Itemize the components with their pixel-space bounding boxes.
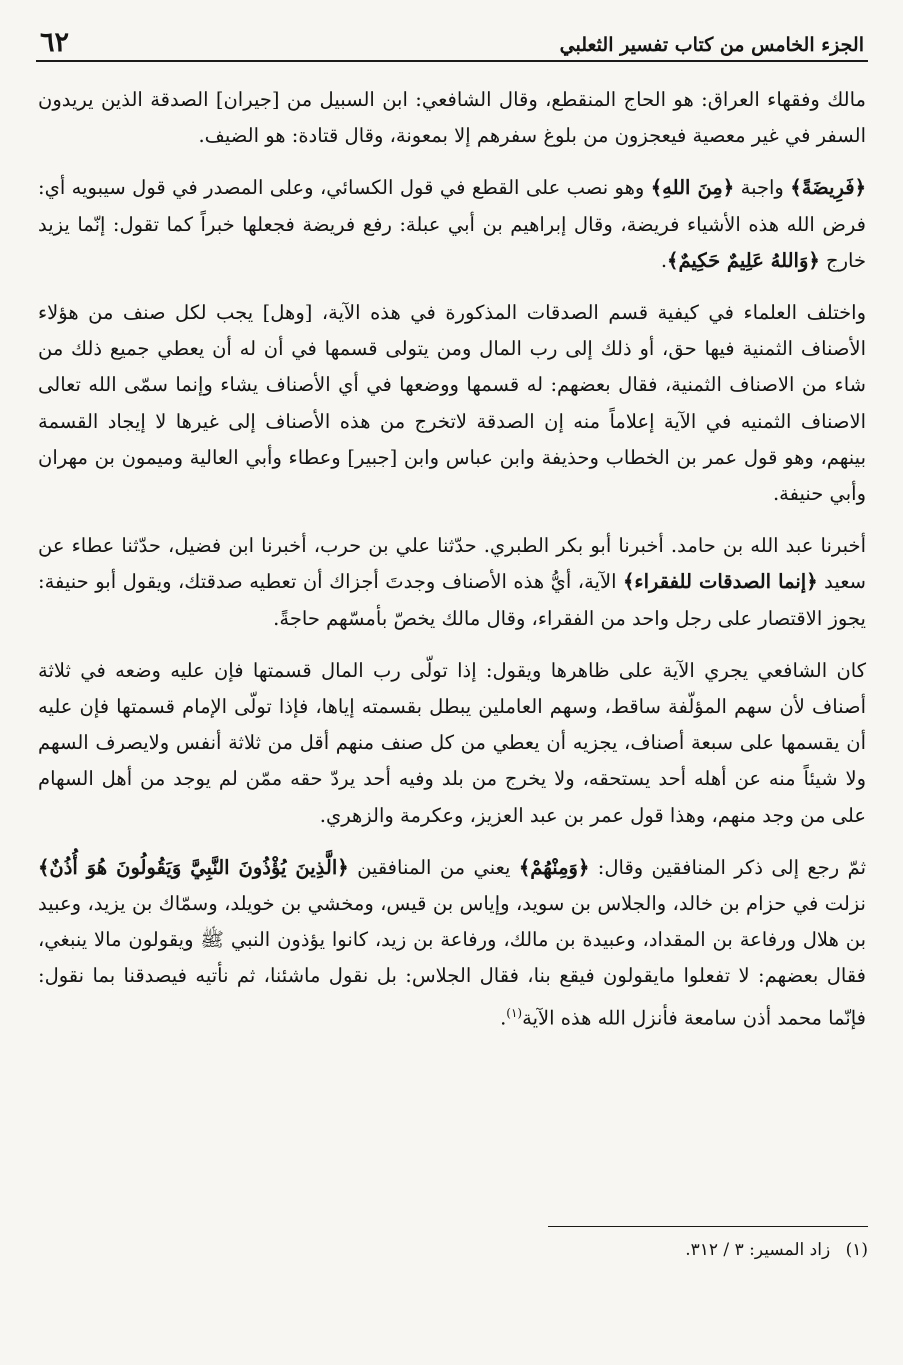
paragraph: [36, 170, 868, 279]
page-number: ٦٢: [40, 27, 70, 58]
text-segment: واختلف العلماء في كيفية قسم الصدقات المذكورة في هذه الآية، [وهل] يجب لكل صنف من هؤلاء الأصناف الثمنية فيها حق، أو ذلك إلى رب المال ومن يتولى قسمها في أن له أن يعطي جميع ذلك من شاء من الاصناف الثمنية، فقال بعضهم: له قسمها ووضعها في أي الأصناف يشاء وإنما سمّى الله تعالى الاصناف الثمنيه في الآية إعلاماً منه إن الصدقة لاتخرج من هذه الأصناف إلى غيرها لا إيجاد القسمة بينهم، وهو قول عمر بن الخطاب وحذيفة وابن عباس وابن [جبير] وعطاء وأبي العالية وميمون بن مهران وأبي حنيفة.: [38, 301, 866, 506]
text-segment: .: [660, 248, 668, 272]
text-segment: كان الشافعي يجري الآية على ظاهرها ويقول: إذا تولّى رب المال قسمتها فإن عليه وضعه في ثلاثة أصناف لأن سهم المؤلّفة ساقط، وسهم العاملين يبطل بقسمته إياها، فإذا تولّى الإمام قسمتها فإن عليه أن يقسمها على سبعة أصناف، يجزيه أن يعطي من كل صنف منهم أقل من ثلاثة أنفس ولايصرف السهم ولا شيئاً منه عن أهله أحد يستحقه، ولا يخرج من بلد وفيه أحد يردّ حقه ممّن لم يوجد من أهل السهام على من وجد منهم، وهذا قول عمر بن عبد العزيز، وعكرمة والزهري.: [38, 658, 866, 827]
paragraph: [36, 82, 868, 154]
paragraph: [36, 653, 868, 834]
paragraph: [36, 295, 868, 512]
paragraph: [36, 528, 868, 637]
footnote-divider: [548, 1226, 868, 1227]
text-segment: وهو نصب على القطع في قول الكسائي، وعلى المصدر في قول سيبويه أي: فرض الله هذه الأشياء فريضة، وقال إبراهيم بن أبي عبلة: رفع فريضة فجعلها خبراً كما تقول: إنّما يزيد خارج: [38, 176, 866, 272]
text-segment: مالك وفقهاء العراق: هو الحاج المنقطع، وقال الشافعي: ابن السبيل من [جيران] الصدقة الذين يريدون السفر في غير معصية فيعجزون من بلوغ سفرهم إلا بمعونة، وقال قتادة: هو الضيف.: [38, 88, 866, 148]
text-segment: واجبة: [734, 176, 791, 200]
text-segment: نزلت في حزام بن خالد، والجلاس بن سويد، وإياس بن قيس، ومخشي بن خويلد، وسمّاك بن يزيد، وعبيد بن هلال ورفاعة بن المقداد، وعبيدة بن مالك، ورفاعة بن زيد، كانوا يؤذون النبي ﷺ ويقولون مالا ينبغي، فقال بعضهم: لا تفعلوا مايقولون فيقع بنا، فقال الجلاس: بل نقول ماشئنا، ثم نأتيه فيصدقنا بما نقول: فإنّما محمد أذن سامعة فأنزل الله هذه الآية: [38, 892, 866, 1030]
quran-quote: ﴿وَمِنْهُمْ﴾: [518, 855, 590, 879]
text-segment: يعني من المنافقين: [348, 855, 519, 879]
page-header: [36, 14, 868, 62]
text-segment: ثمّ رجع إلى ذكر المنافقين وقال:: [589, 855, 866, 879]
quran-quote: ﴿فَرِيضَةً﴾: [790, 176, 867, 200]
main-text: [36, 82, 868, 1036]
footnote-ref: (١): [506, 1005, 523, 1020]
footnote-number: (١): [845, 1240, 868, 1260]
quran-quote: ﴿إنما الصدقات للفقراء﴾: [623, 570, 818, 594]
quran-quote: ﴿وَاللهُ عَلِيمٌ حَكِيمٌ﴾: [667, 248, 820, 272]
text-segment: .: [500, 1006, 507, 1030]
document-page: [36, 14, 868, 1344]
footnote: [685, 1236, 868, 1264]
text-segment: الآية، أيُّ هذه الأصناف وجدتَ أجزاك أن تعطيه صدقتك، ويقول أبو حنيفة: يجوز الاقتصار على رجل واحد من الفقراء، وقال مالك يخصّ بأمسّهم حاجةً.: [38, 570, 866, 630]
paragraph: [36, 850, 868, 1037]
footnote-text: زاد المسير: ٣ / ٣١٢.: [685, 1240, 831, 1260]
quran-quote: ﴿مِنَ اللهِ﴾: [650, 176, 735, 200]
quran-quote: ﴿الَّذِينَ يُؤْذُونَ النَّبِيَّ وَيَقُولُونَ هُوَ أُذُنٌ﴾: [38, 855, 349, 879]
text-segment: أخبرنا عبد الله بن حامد. أخبرنا أبو بكر الطبري. حدّثنا علي بن حرب، أخبرنا ابن فضيل، حدّثنا عطاء عن سعيد: [38, 534, 866, 594]
running-title: الجزء الخامس من كتاب تفسير الثعلبي: [559, 34, 864, 56]
